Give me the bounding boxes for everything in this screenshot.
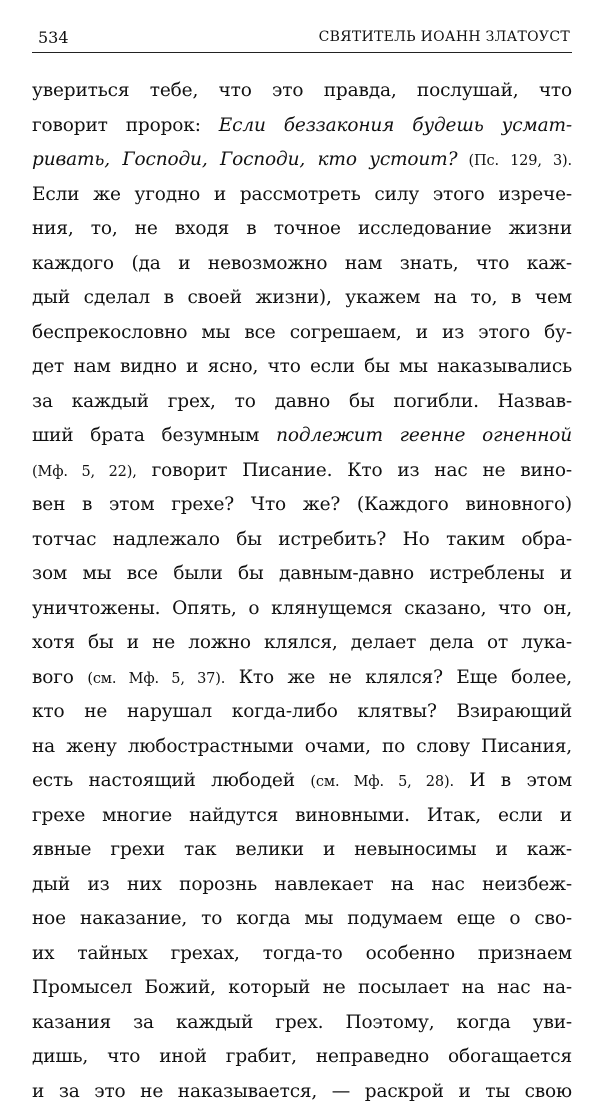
text-line: [32, 419, 572, 454]
text-line: [32, 385, 572, 420]
text-line: [32, 730, 572, 765]
text-line: [32, 74, 572, 109]
text-segment: ния, то, не входя в точное исследование жизни: [32, 218, 572, 239]
text-line: [32, 523, 572, 558]
text-line: [32, 868, 572, 903]
page-number: 534: [38, 28, 69, 47]
text-line: [32, 626, 572, 661]
text-line: [32, 488, 572, 523]
text-segment: грехе многие найдутся виновными. Итак, если и: [32, 805, 572, 826]
text-segment: дый из них порознь навлекает на нас неизбеж-: [32, 874, 572, 895]
text-line: [32, 592, 572, 627]
text-segment: за каждый грех, то давно бы погибли. Назвав-: [32, 391, 572, 412]
scripture-reference: (см. Мф. 5, 37).: [87, 671, 225, 687]
text-segment: беспрекословно мы все согрешаем, и из этого бу-: [32, 322, 572, 343]
text-line: [32, 1075, 572, 1109]
text-segment: Если же угодно и рассмотреть силу этого изрече-: [32, 184, 572, 205]
text-segment: ший брата безумным: [32, 425, 276, 446]
text-line: [32, 212, 572, 247]
text-line: [32, 143, 572, 178]
text-segment: каждого (да и невозможно нам знать, что каж-: [32, 253, 572, 274]
text-segment: и за это не наказывается, — раскрой и ты свою: [32, 1081, 572, 1102]
scripture-reference: (Мф. 5, 22),: [32, 464, 137, 480]
scripture-quote: Если беззакония будешь усмат-: [219, 115, 572, 136]
text-line: [32, 109, 572, 144]
text-segment: на жену любострастными очами, по слову Писания,: [32, 736, 572, 757]
text-segment: говорит пророк:: [32, 115, 219, 136]
text-segment: вен в этом грехе? Что же? (Каждого виновного): [32, 494, 572, 515]
text-line: [32, 764, 572, 799]
scripture-reference: (Пс. 129, 3).: [457, 153, 572, 169]
text-line: [32, 178, 572, 213]
running-title: СВЯТИТЕЛЬ ИОАНН ЗЛАТОУСТ: [319, 29, 570, 45]
text-segment: вого: [32, 667, 87, 688]
text-line: [32, 799, 572, 834]
text-line: [32, 937, 572, 972]
text-segment: хотя бы и не ложно клялся, делает дела от лука-: [32, 632, 572, 653]
text-line: [32, 661, 572, 696]
text-segment: И в этом: [454, 770, 572, 791]
text-line: [32, 454, 572, 489]
text-segment: дет нам видно и ясно, что если бы мы наказывались: [32, 356, 572, 377]
text-line: [32, 1006, 572, 1041]
text-line: [32, 695, 572, 730]
scripture-quote: подлежит геенне огненной: [276, 425, 572, 446]
text-line: [32, 350, 572, 385]
text-segment: казания за каждый грех. Поэтому, когда уви-: [32, 1012, 572, 1033]
text-segment: ное наказание, то когда мы подумаем еще о сво-: [32, 908, 572, 929]
book-page: [32, 18, 572, 968]
text-segment: есть настоящий любодей: [32, 770, 310, 791]
text-segment: увериться тебе, что это правда, послушай, что: [32, 80, 572, 101]
text-line: [32, 281, 572, 316]
text-segment: говорит Писание. Кто из нас не вино-: [137, 460, 572, 481]
text-segment: уничтожены. Опять, о клянущемся сказано, что он,: [32, 598, 572, 619]
text-segment: тотчас надлежало бы истребить? Но таким обра-: [32, 529, 572, 550]
text-line: [32, 1040, 572, 1075]
text-segment: Кто же не клялся? Еще более,: [225, 667, 572, 688]
scripture-reference: (см. Мф. 5, 28).: [310, 774, 454, 790]
body-text: [32, 74, 572, 1109]
text-segment: их тайных грехах, тогда-то особенно признаем: [32, 943, 572, 964]
text-segment: кто не нарушал когда-либо клятвы? Взирающий: [32, 701, 572, 722]
page-header: [32, 18, 572, 53]
text-segment: дишь, что иной грабит, неправедно обогащается: [32, 1046, 572, 1067]
text-segment: дый сделал в своей жизни), укажем на то, в чем: [32, 287, 572, 308]
text-line: [32, 247, 572, 282]
scripture-quote: ривать, Господи, Господи, кто устоит?: [32, 149, 457, 170]
text-segment: Промысел Божий, который не посылает на нас на-: [32, 977, 572, 998]
text-line: [32, 833, 572, 868]
text-line: [32, 902, 572, 937]
text-line: [32, 557, 572, 592]
text-segment: зом мы все были бы давным-давно истреблены и: [32, 563, 572, 584]
text-segment: явные грехи так велики и невыносимы и каж-: [32, 839, 572, 860]
text-line: [32, 971, 572, 1006]
text-line: [32, 316, 572, 351]
